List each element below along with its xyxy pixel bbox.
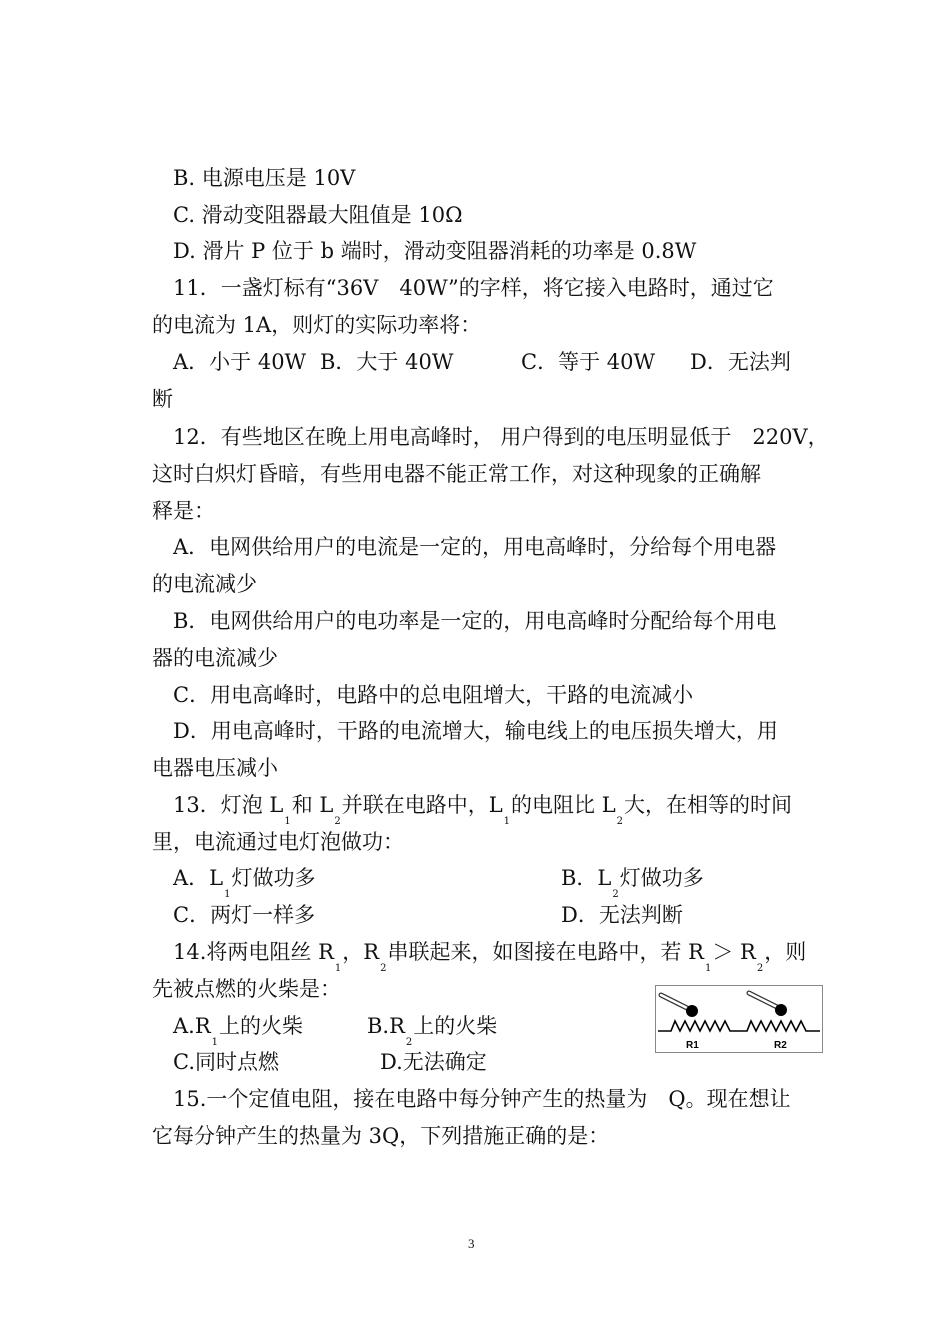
q13-text: 并联在电路中，L — [341, 793, 503, 817]
q12-option-a-line1: A．电网供给用户的电流是一定的，用电高峰时，分给每个用电器 — [173, 535, 777, 559]
q14-option-b — [367, 1012, 498, 1048]
q13-option-a — [173, 864, 316, 900]
q10-option-b: B. 电源电压是 10V — [173, 166, 356, 190]
q12-option-b-line2: 器的电流减少 — [152, 646, 278, 670]
q13-stem-line1 — [173, 791, 793, 827]
q12-option-a-line2: 的电流减少 — [152, 572, 257, 596]
page-number: 3 — [468, 1236, 475, 1251]
q11-option-a: A．小于 40W — [173, 350, 307, 374]
q13-text: 13．灯泡 L — [173, 793, 284, 817]
q11-option-d-wrap: 断 — [152, 387, 173, 411]
option-text: B．L — [561, 866, 612, 890]
q14-text: ，R — [342, 940, 380, 964]
q12-option-d-line1: D．用电高峰时，干路的电流增大，输电线上的电压损失增大，用 — [173, 719, 778, 743]
q15-stem-line2: 它每分钟产生的热量为 3Q，下列措施正确的是： — [152, 1124, 610, 1148]
q13-stem-line2: 里，电流通过电灯泡做功： — [152, 830, 404, 854]
q10-option-c: C. 滑动变阻器最大阻值是 10Ω — [173, 203, 463, 227]
subscript: 2 — [380, 963, 387, 974]
q14-option-d: D.无法确定 — [380, 1050, 487, 1074]
q12-stem-line2: 这时白炽灯昏暗，有些用电器不能正常工作，对这种现象的正确解 — [152, 462, 761, 486]
figure-frame — [656, 986, 823, 1053]
q10-option-d: D. 滑片 P 位于 b 端时，滑动变阻器消耗的功率是 0.8W — [173, 239, 697, 263]
option-text: 灯做功多 — [231, 866, 316, 890]
q11-stem-line1: 11．一盏灯标有“36V 40W”的字样，将它接入电路时，通过它 — [173, 276, 774, 300]
subscript: 2 — [405, 1037, 413, 1048]
option-text: 灯做功多 — [619, 866, 704, 890]
q14-text: 14.将两电阻丝 R — [173, 940, 334, 964]
subscript: 2 — [756, 963, 764, 974]
q12-option-c: C．用电高峰时，电路中的总电阻增大，干路的电流减小 — [173, 683, 694, 707]
label-r1: R1 — [686, 1040, 699, 1051]
q11-option-c: C．等于 40W — [521, 350, 656, 374]
q11-stem-line2: 的电流为 1A，则灯的实际功率将： — [152, 313, 482, 337]
q13-text: 大，在相等的时间 — [624, 793, 793, 817]
q13-text: 的电阻比 L — [511, 793, 616, 817]
q14-option-c: C.同时点燃 — [173, 1050, 279, 1074]
q15-stem-line1: 15.一个定值电阻，接在电路中每分钟产生的热量为 Q。现在想让 — [173, 1087, 791, 1111]
q12-stem-line3: 释是： — [152, 499, 215, 523]
q12-option-d-line2: 电器电压减小 — [152, 756, 278, 780]
match-head-2 — [775, 1004, 787, 1016]
subscript: 1 — [224, 889, 231, 900]
subscript: 1 — [503, 816, 511, 827]
q11-option-b: B．大于 40W — [320, 350, 454, 374]
option-text: 上的火柴 — [219, 1014, 304, 1038]
q14-text: ，则 — [764, 940, 807, 964]
option-text: A．L — [173, 866, 224, 890]
q12-stem-line1: 12．有些地区在晚上用电高峰时， 用户得到的电压明显低于 220V， — [173, 425, 829, 449]
q13-option-d: D．无法判断 — [561, 903, 683, 927]
option-text: 上的火柴 — [413, 1014, 498, 1038]
q14-stem-line2: 先被点燃的火柴是： — [152, 977, 341, 1001]
q13-text: 和 L — [291, 793, 334, 817]
q14-option-a — [173, 1012, 304, 1048]
subscript: 1 — [284, 816, 291, 827]
q12-option-b-line1: B．电网供给用户的电功率是一定的，用电高峰时分配给每个用电 — [173, 609, 777, 633]
q14-stem-line1 — [173, 938, 807, 974]
option-text: B.R — [367, 1014, 405, 1038]
q13-option-b — [561, 864, 704, 900]
subscript: 1 — [211, 1037, 219, 1048]
q11-option-d: D．无法判 — [690, 350, 791, 374]
q13-option-c: C．两灯一样多 — [173, 903, 316, 927]
subscript: 2 — [616, 816, 624, 827]
subscript: 1 — [334, 963, 342, 974]
subscript: 1 — [704, 963, 712, 974]
q14-text: 串联起来，如图接在电路中，若 R — [387, 940, 704, 964]
match-head-1 — [686, 1005, 698, 1017]
subscript: 2 — [612, 889, 619, 900]
q14-text: ＞ R — [712, 940, 756, 964]
label-r2: R2 — [774, 1040, 787, 1051]
resistor-match-figure — [655, 985, 823, 1053]
subscript: 2 — [334, 816, 341, 827]
option-text: A.R — [173, 1014, 211, 1038]
